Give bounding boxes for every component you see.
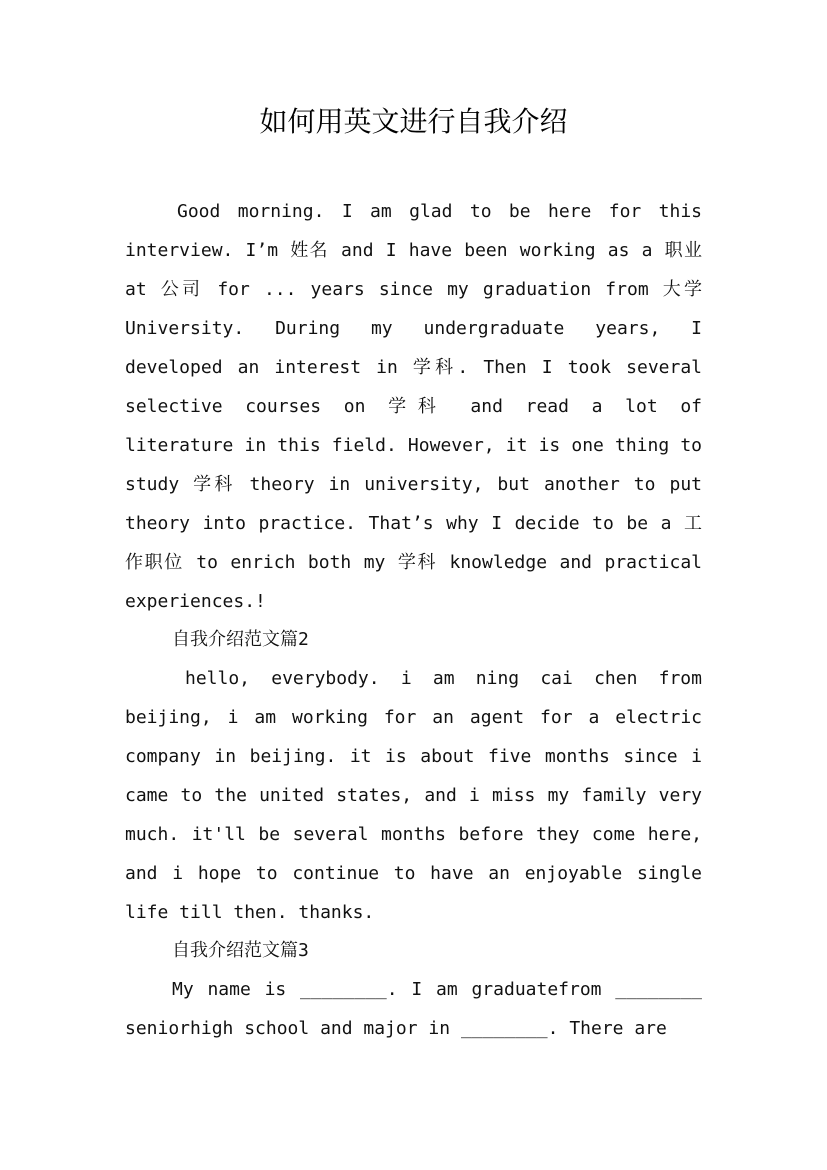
section-heading-3: 自我介绍范文篇3: [172, 940, 309, 961]
section-heading-2: 自我介绍范文篇2: [172, 629, 309, 650]
paragraph-intro-2: hello, everybody. i am ning cai chen from beijing, i am working for an agent for a electric company in beijing. it is about five months since i came to the united states, and i miss my family very much. it'll be several months before they come here, and i hope to continue to have an enjoyable single life till then. thanks.: [125, 668, 702, 923]
paragraph-intro-1: Good morning. I am glad to be here for this interview. I’m 姓名 and I have been working as a 职业 at 公司 for ... years since my graduation from 大学 University. During my undergraduate years, I developed an interest in 学科. Then I took several selective courses on 学科 and read a lot of literature in this field. However, it is one thing to study 学科 theory in university, but another to put theory into practice. That’s why I decide to be a 工作职位 to enrich both my 学科 knowledge and practical experiences.!: [125, 201, 702, 612]
document-title: 如何用英文进行自我介绍: [259, 105, 568, 138]
paragraph-intro-3: My name is ________. I am graduatefrom ________ seniorhigh school and major in ________. There are: [125, 979, 702, 1039]
